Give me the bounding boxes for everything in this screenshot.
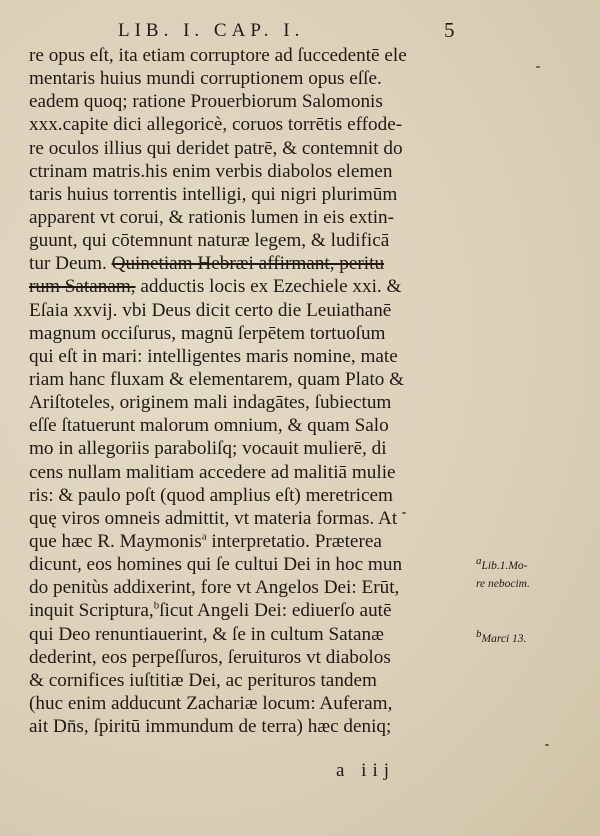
text-segment: ſicut Angeli Dei: ediuerſo autē [159,600,392,622]
page-header [0,18,600,44]
text-line: Eſaia xxvij. vbi Deus dicit certo die Leuiathanē [29,299,392,321]
text-segment: interpretatio. Præterea [211,530,382,552]
text-line: mentaris huius mundi corruptionem opus eſſe. [29,68,382,90]
text-segment: tur Deum. [29,253,107,275]
text-line: riam hanc fluxam & elementarem, quam Plato & [29,368,405,390]
text-segment: inquit Scriptura, [29,600,154,622]
marginal-note-a-line1: Lib.1.Mo- [481,560,528,572]
text-line: quę viros omneis admittit, vt materia formas. At [29,507,398,529]
text-line: ait Dn̄s, ſpiritū immundum de terra) hæc deniq; [29,716,392,738]
text-line-with-note [29,530,475,553]
paper-speck [536,66,540,68]
paper-speck [545,744,549,746]
text-line: dederint, eos perpeſſuros, ſeruituros vt diabolos [29,646,391,668]
paper-speck [402,512,406,514]
text-line: do penitùs addixerint, fore vt Angelos Dei: Erūt, [29,577,400,599]
marginal-mark-b: b [476,628,482,641]
marginal-note-a [476,557,530,593]
text-line: & cornifices iuſtitiæ Dei, ac perituros tandem [29,669,377,691]
text-line: re oculos illius qui deridet patrē, & contemnit do [29,137,403,159]
text-line-with-strike [29,275,475,298]
text-line: qui eſt in mari: intelligentes maris nomine, mate [29,345,398,367]
main-text [29,44,475,738]
note-reference-a: a [201,530,207,543]
text-line: xxx.capite dici allegoricè, coruos torrētis effode- [29,114,403,136]
marginal-note-b-text: Marci 13. [481,633,527,645]
marginal-note-a-line2: re nebocim. [476,578,530,590]
text-line: ris: & paulo poſt (quod amplius eſt) meretricem [29,484,393,506]
text-line: dicunt, eos homines qui ſe cultui Dei in hoc mun [29,554,403,576]
text-segment: que hæc R. Maymonis [29,530,202,552]
text-line: guunt, qui cōtemnunt naturæ legem, & ludificā [29,230,390,252]
text-segment: adductis locis ex Ezechiele xxi. & [140,276,402,298]
text-line: ctrinam matris.his enim verbis diabolos elemen [29,160,393,182]
text-line: re opus eſt, ita etiam corruptore ad ſuccedentē ele [29,45,407,66]
text-line: taris huius torrentis intelligi, qui nigri plurimūm [29,183,398,205]
marginal-mark-a: a [476,555,482,568]
text-line: mo in allegoriis paraboliſq; vocauit mulierē, di [29,438,387,460]
signature-mark: a iij [336,760,396,781]
struck-text: Quinetiam Hebræi affirmant, peritu [111,253,385,275]
struck-text: rum Satanam, [29,276,136,298]
text-line-with-strike [29,252,475,275]
text-line: eſſe ſtatuerunt malorum omnium, & quam Salo [29,415,389,437]
text-line: Ariſtoteles, originem mali indagātes, ſubiectum [29,392,392,414]
note-reference-b: b [153,599,160,612]
text-line: magnum occiſurus, magnū ſerpētem tortuoſum [29,322,386,344]
text-line: apparent vt corui, & rationis lumen in eis extin- [29,206,395,228]
running-head: LIB. I. CAP. I. [118,20,305,41]
page-number: 5 [444,18,455,42]
text-line: qui Deo renuntiauerint, & ſe in cultum Satanæ [29,623,384,645]
text-line: eadem quoq; ratione Prouerbiorum Salomonis [29,91,383,113]
text-line-with-note [29,599,475,622]
text-line: cens nullam malitiam accedere ad malitiā mulie [29,461,396,483]
marginal-note-b [476,630,526,648]
text-line: (huc enim adducunt Zachariæ locum: Auferam, [29,692,393,714]
